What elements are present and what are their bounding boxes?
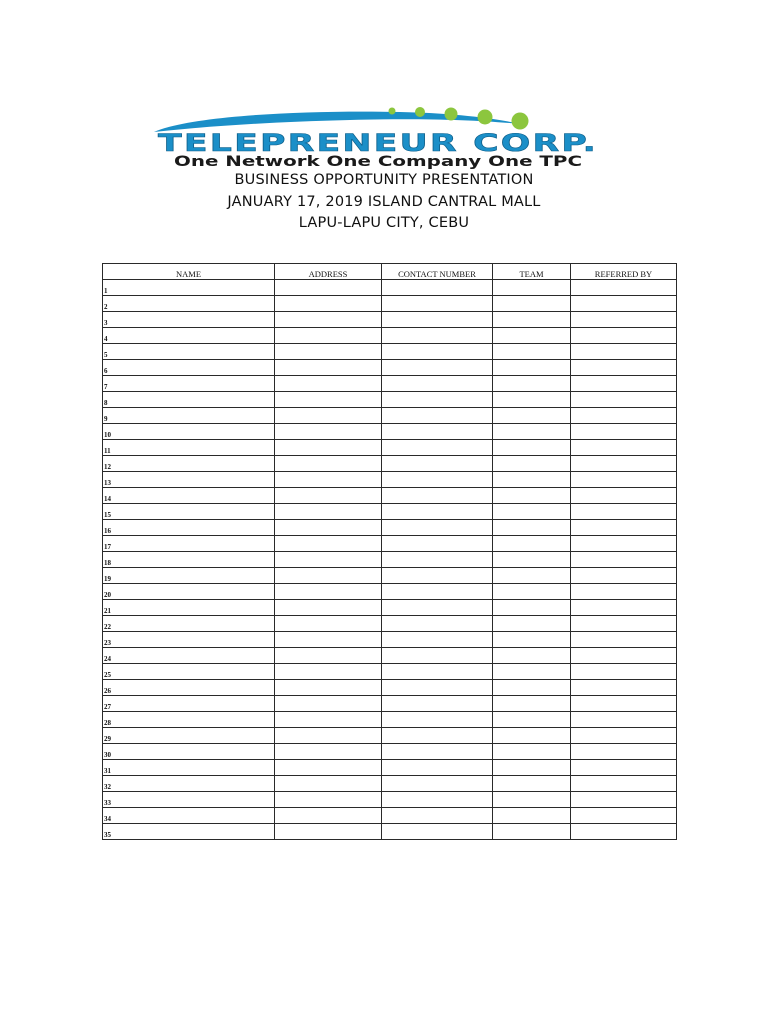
row-referred-by-cell[interactable] [571, 408, 677, 424]
table-row [103, 632, 677, 648]
row-name-cell[interactable]: 11 [103, 440, 275, 456]
table-row [103, 376, 677, 392]
row-address-cell[interactable] [275, 648, 382, 664]
row-contact-number-cell[interactable] [382, 744, 493, 760]
table-header-row [103, 264, 677, 280]
row-team-cell[interactable] [493, 728, 571, 744]
table-row [103, 792, 677, 808]
row-address-cell[interactable] [275, 280, 382, 296]
row-address-cell[interactable] [275, 808, 382, 824]
row-address-cell[interactable] [275, 616, 382, 632]
row-referred-by-cell[interactable] [571, 696, 677, 712]
table-row [103, 312, 677, 328]
table-row [103, 824, 677, 840]
row-contact-number-cell[interactable] [382, 808, 493, 824]
table-row [103, 616, 677, 632]
row-name-cell[interactable]: 12 [103, 456, 275, 472]
table-row [103, 664, 677, 680]
row-referred-by-cell[interactable] [571, 680, 677, 696]
row-address-cell[interactable] [275, 456, 382, 472]
row-address-cell[interactable] [275, 696, 382, 712]
table-row [103, 728, 677, 744]
row-contact-number-cell[interactable] [382, 424, 493, 440]
row-name-cell[interactable]: 14 [103, 488, 275, 504]
row-contact-number-cell[interactable] [382, 600, 493, 616]
logo-dot [389, 108, 396, 115]
row-name-cell[interactable]: 1 [103, 280, 275, 296]
row-team-cell[interactable] [493, 376, 571, 392]
row-name-cell[interactable]: 26 [103, 680, 275, 696]
row-address-cell[interactable] [275, 792, 382, 808]
row-team-cell[interactable] [493, 360, 571, 376]
row-team-cell[interactable] [493, 536, 571, 552]
row-team-cell[interactable] [493, 408, 571, 424]
row-referred-by-cell[interactable] [571, 424, 677, 440]
row-contact-number-cell[interactable] [382, 280, 493, 296]
table-row [103, 472, 677, 488]
table-row [103, 696, 677, 712]
table-row [103, 296, 677, 312]
table-row [103, 360, 677, 376]
row-contact-number-cell[interactable] [382, 440, 493, 456]
row-contact-number-cell[interactable] [382, 296, 493, 312]
row-name-cell[interactable]: 31 [103, 760, 275, 776]
table-row [103, 488, 677, 504]
row-address-cell[interactable] [275, 360, 382, 376]
heading-date-venue: JANUARY 17, 2019 ISLAND CANTRAL MALL [227, 193, 541, 210]
table-row [103, 392, 677, 408]
row-contact-number-cell[interactable] [382, 712, 493, 728]
row-address-cell[interactable] [275, 296, 382, 312]
row-team-cell[interactable] [493, 472, 571, 488]
row-contact-number-cell[interactable] [382, 792, 493, 808]
row-team-cell[interactable] [493, 280, 571, 296]
row-name-cell[interactable]: 23 [103, 632, 275, 648]
row-contact-number-cell[interactable] [382, 360, 493, 376]
table-row [103, 504, 677, 520]
row-address-cell[interactable] [275, 376, 382, 392]
row-name-cell[interactable]: 3 [103, 312, 275, 328]
row-name-cell[interactable]: 13 [103, 472, 275, 488]
row-referred-by-cell[interactable] [571, 392, 677, 408]
row-name-cell[interactable]: 27 [103, 696, 275, 712]
row-team-cell[interactable] [493, 680, 571, 696]
table-row [103, 712, 677, 728]
row-referred-by-cell[interactable] [571, 792, 677, 808]
row-referred-by-cell[interactable] [571, 344, 677, 360]
row-address-cell[interactable] [275, 584, 382, 600]
row-address-cell[interactable] [275, 600, 382, 616]
row-team-cell[interactable] [493, 392, 571, 408]
table-row [103, 536, 677, 552]
row-team-cell[interactable] [493, 312, 571, 328]
table-row [103, 424, 677, 440]
table-row [103, 760, 677, 776]
row-referred-by-cell[interactable] [571, 568, 677, 584]
row-team-cell[interactable] [493, 520, 571, 536]
logo-dot [512, 113, 529, 130]
row-team-cell[interactable] [493, 824, 571, 840]
row-team-cell[interactable] [493, 808, 571, 824]
row-contact-number-cell[interactable] [382, 648, 493, 664]
row-contact-number-cell[interactable] [382, 680, 493, 696]
table-row [103, 328, 677, 344]
row-contact-number-cell[interactable] [382, 376, 493, 392]
row-name-cell[interactable]: 5 [103, 344, 275, 360]
row-contact-number-cell[interactable] [382, 344, 493, 360]
row-referred-by-cell[interactable] [571, 360, 677, 376]
row-contact-number-cell[interactable] [382, 776, 493, 792]
row-team-cell[interactable] [493, 616, 571, 632]
row-referred-by-cell[interactable] [571, 824, 677, 840]
row-contact-number-cell[interactable] [382, 312, 493, 328]
row-team-cell[interactable] [493, 776, 571, 792]
row-referred-by-cell[interactable] [571, 296, 677, 312]
row-address-cell[interactable] [275, 520, 382, 536]
row-referred-by-cell[interactable] [571, 712, 677, 728]
row-name-cell[interactable]: 34 [103, 808, 275, 824]
row-contact-number-cell[interactable] [382, 632, 493, 648]
row-name-cell[interactable]: 18 [103, 552, 275, 568]
row-team-cell[interactable] [493, 744, 571, 760]
table-row [103, 776, 677, 792]
row-address-cell[interactable] [275, 424, 382, 440]
logo-brand-text: TELEPRENEUR CORP. [158, 129, 598, 157]
table-row [103, 744, 677, 760]
row-address-cell[interactable] [275, 728, 382, 744]
row-name-cell[interactable]: 35 [103, 824, 275, 840]
row-address-cell[interactable] [275, 440, 382, 456]
table-row [103, 584, 677, 600]
row-referred-by-cell[interactable] [571, 520, 677, 536]
row-address-cell[interactable] [275, 328, 382, 344]
logo-dot [478, 110, 493, 125]
table-row [103, 456, 677, 472]
row-referred-by-cell[interactable] [571, 312, 677, 328]
row-team-cell[interactable] [493, 456, 571, 472]
row-address-cell[interactable] [275, 824, 382, 840]
row-referred-by-cell[interactable] [571, 648, 677, 664]
row-team-cell[interactable] [493, 344, 571, 360]
row-referred-by-cell[interactable] [571, 456, 677, 472]
column-header-team: TEAM [493, 264, 571, 280]
row-team-cell[interactable] [493, 664, 571, 680]
row-address-cell[interactable] [275, 712, 382, 728]
row-contact-number-cell[interactable] [382, 616, 493, 632]
logo-dot [445, 108, 458, 121]
row-team-cell[interactable] [493, 632, 571, 648]
row-name-cell[interactable]: 30 [103, 744, 275, 760]
row-address-cell[interactable] [275, 312, 382, 328]
row-name-cell[interactable]: 4 [103, 328, 275, 344]
table-row [103, 680, 677, 696]
table-row [103, 440, 677, 456]
row-name-cell[interactable]: 16 [103, 520, 275, 536]
logo-dot [415, 107, 425, 117]
heading-city: LAPU-LAPU CITY, CEBU [298, 215, 470, 231]
row-name-cell[interactable]: 17 [103, 536, 275, 552]
row-contact-number-cell[interactable] [382, 824, 493, 840]
row-address-cell[interactable] [275, 744, 382, 760]
row-referred-by-cell[interactable] [571, 504, 677, 520]
row-referred-by-cell[interactable] [571, 632, 677, 648]
row-referred-by-cell[interactable] [571, 472, 677, 488]
row-contact-number-cell[interactable] [382, 728, 493, 744]
row-contact-number-cell[interactable] [382, 488, 493, 504]
row-team-cell[interactable] [493, 696, 571, 712]
row-name-cell[interactable]: 33 [103, 792, 275, 808]
row-contact-number-cell[interactable] [382, 760, 493, 776]
row-contact-number-cell[interactable] [382, 472, 493, 488]
telepreneur-logo [150, 100, 610, 172]
row-address-cell[interactable] [275, 680, 382, 696]
row-team-cell[interactable] [493, 440, 571, 456]
row-referred-by-cell[interactable] [571, 536, 677, 552]
row-contact-number-cell[interactable] [382, 328, 493, 344]
table-body [103, 280, 677, 840]
row-address-cell[interactable] [275, 632, 382, 648]
row-name-cell[interactable]: 28 [103, 712, 275, 728]
row-address-cell[interactable] [275, 760, 382, 776]
row-team-cell[interactable] [493, 504, 571, 520]
row-referred-by-cell[interactable] [571, 776, 677, 792]
row-contact-number-cell[interactable] [382, 504, 493, 520]
row-contact-number-cell[interactable] [382, 696, 493, 712]
row-contact-number-cell[interactable] [382, 520, 493, 536]
row-name-cell[interactable]: 22 [103, 616, 275, 632]
row-address-cell[interactable] [275, 488, 382, 504]
row-team-cell[interactable] [493, 600, 571, 616]
row-team-cell[interactable] [493, 792, 571, 808]
column-header-address: ADDRESS [275, 264, 382, 280]
row-team-cell[interactable] [493, 296, 571, 312]
row-referred-by-cell[interactable] [571, 744, 677, 760]
row-team-cell[interactable] [493, 584, 571, 600]
table-row [103, 280, 677, 296]
row-name-cell[interactable]: 19 [103, 568, 275, 584]
row-referred-by-cell[interactable] [571, 600, 677, 616]
row-referred-by-cell[interactable] [571, 664, 677, 680]
row-team-cell[interactable] [493, 328, 571, 344]
row-referred-by-cell[interactable] [571, 440, 677, 456]
row-address-cell[interactable] [275, 776, 382, 792]
row-team-cell[interactable] [493, 760, 571, 776]
row-address-cell[interactable] [275, 664, 382, 680]
row-name-cell[interactable]: 9 [103, 408, 275, 424]
column-header-name: NAME [103, 264, 275, 280]
attendance-table [102, 263, 677, 840]
row-referred-by-cell[interactable] [571, 616, 677, 632]
row-referred-by-cell[interactable] [571, 584, 677, 600]
row-contact-number-cell[interactable] [382, 392, 493, 408]
row-referred-by-cell[interactable] [571, 552, 677, 568]
row-referred-by-cell[interactable] [571, 376, 677, 392]
row-referred-by-cell[interactable] [571, 328, 677, 344]
row-name-cell[interactable]: 2 [103, 296, 275, 312]
row-name-cell[interactable]: 8 [103, 392, 275, 408]
row-contact-number-cell[interactable] [382, 584, 493, 600]
row-name-cell[interactable]: 25 [103, 664, 275, 680]
table-row [103, 408, 677, 424]
column-header-contact-number: CONTACT NUMBER [382, 264, 493, 280]
row-team-cell[interactable] [493, 648, 571, 664]
row-team-cell[interactable] [493, 568, 571, 584]
row-address-cell[interactable] [275, 504, 382, 520]
row-team-cell[interactable] [493, 712, 571, 728]
row-name-cell[interactable]: 15 [103, 504, 275, 520]
table-row [103, 648, 677, 664]
row-team-cell[interactable] [493, 424, 571, 440]
row-referred-by-cell[interactable] [571, 760, 677, 776]
table-row [103, 808, 677, 824]
row-name-cell[interactable]: 32 [103, 776, 275, 792]
table-row [103, 568, 677, 584]
row-contact-number-cell[interactable] [382, 536, 493, 552]
row-name-cell[interactable]: 29 [103, 728, 275, 744]
row-name-cell[interactable]: 24 [103, 648, 275, 664]
row-referred-by-cell[interactable] [571, 728, 677, 744]
row-address-cell[interactable] [275, 568, 382, 584]
logo-tagline: One Network One Company One TPC [174, 154, 582, 170]
row-address-cell[interactable] [275, 392, 382, 408]
row-referred-by-cell[interactable] [571, 808, 677, 824]
table-row [103, 600, 677, 616]
event-heading [0, 170, 768, 235]
row-address-cell[interactable] [275, 536, 382, 552]
row-contact-number-cell[interactable] [382, 664, 493, 680]
row-referred-by-cell[interactable] [571, 488, 677, 504]
row-address-cell[interactable] [275, 408, 382, 424]
table-row [103, 552, 677, 568]
row-contact-number-cell[interactable] [382, 552, 493, 568]
row-name-cell[interactable]: 6 [103, 360, 275, 376]
row-contact-number-cell[interactable] [382, 456, 493, 472]
row-contact-number-cell[interactable] [382, 568, 493, 584]
row-name-cell[interactable]: 20 [103, 584, 275, 600]
row-team-cell[interactable] [493, 552, 571, 568]
row-name-cell[interactable]: 10 [103, 424, 275, 440]
row-name-cell[interactable]: 21 [103, 600, 275, 616]
row-address-cell[interactable] [275, 344, 382, 360]
row-referred-by-cell[interactable] [571, 280, 677, 296]
column-header-referred-by: REFERRED BY [571, 264, 677, 280]
row-address-cell[interactable] [275, 472, 382, 488]
row-name-cell[interactable]: 7 [103, 376, 275, 392]
row-address-cell[interactable] [275, 552, 382, 568]
heading-title: BUSINESS OPPORTUNITY PRESENTATION [234, 172, 534, 188]
row-team-cell[interactable] [493, 488, 571, 504]
row-contact-number-cell[interactable] [382, 408, 493, 424]
table-row [103, 344, 677, 360]
table-row [103, 520, 677, 536]
